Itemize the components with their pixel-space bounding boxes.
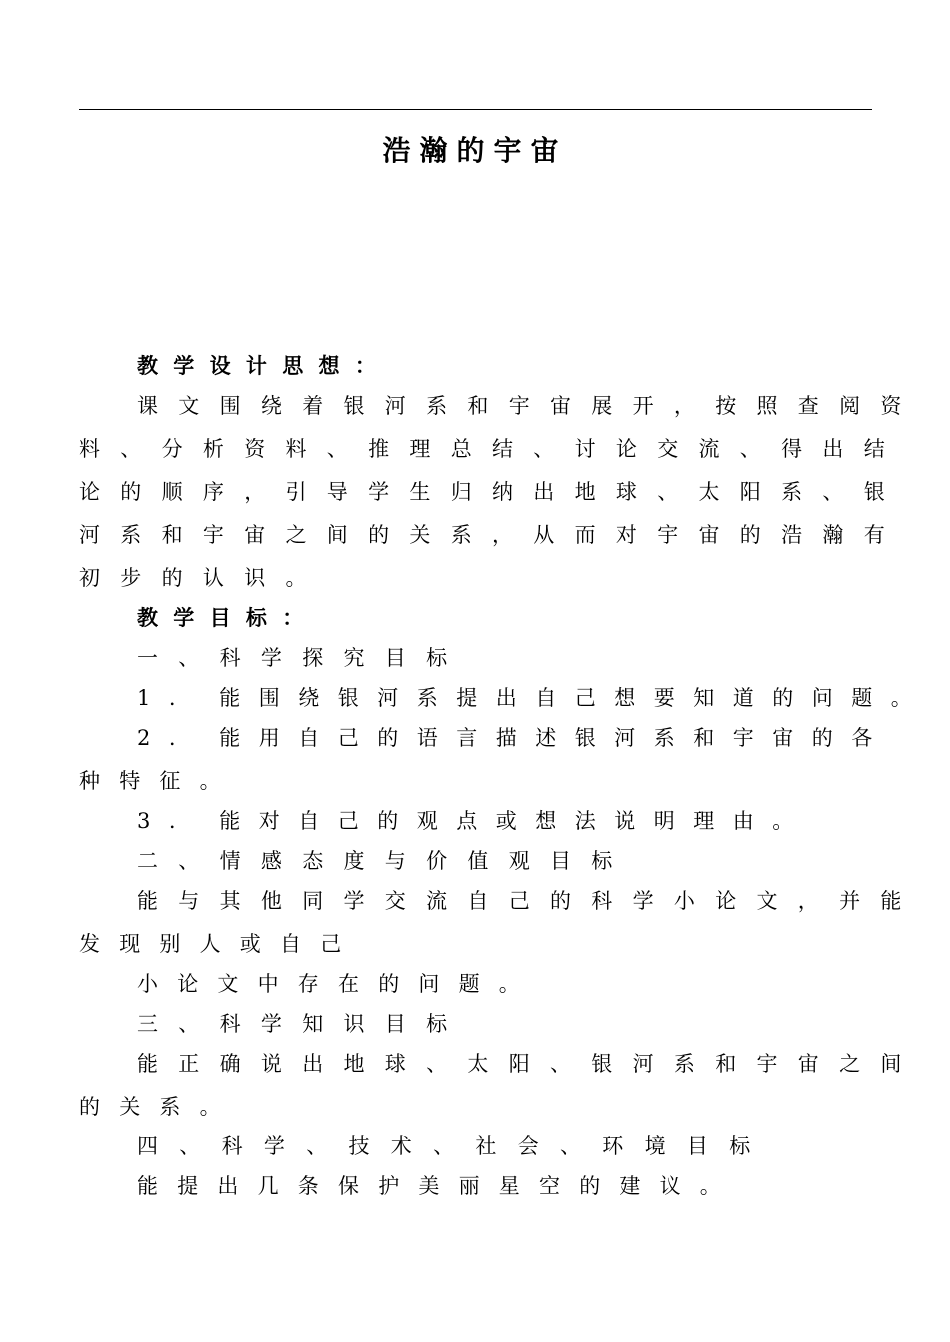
section1-title: 一、科学探究目标: [137, 646, 468, 670]
section2-line1: 能与其他同学交流自己的科学小论文，并能: [137, 889, 922, 913]
section2-line2: 发现别人或自己: [79, 932, 361, 956]
section4-title: 四、科学、技术、社会、环境目标: [137, 1134, 772, 1158]
section2-line3: 小论文中存在的问题。: [137, 972, 539, 996]
design-line-4: 河系和宇宙之间的关系，从而对宇宙的浩瀚有: [79, 523, 905, 547]
design-line-2: 料、分析资料、推理总结、讨论交流、得出结: [79, 437, 905, 461]
design-line-1: 课文围绕着银河系和宇宙展开，按照查阅资: [137, 394, 922, 418]
item2-line2: 种特征。: [79, 769, 240, 793]
section3-line1: 能正确说出地球、太阳、银河系和宇宙之间: [137, 1052, 922, 1076]
section3-line2: 的关系。: [79, 1095, 240, 1119]
design-line-3: 论的顺序，引导学生归纳出地球、太阳系、银: [79, 480, 905, 504]
item3: 3. 能对自己的观点或想法说明理由。: [137, 809, 812, 833]
design-line-5: 初步的认识。: [79, 566, 327, 590]
header-rule: [79, 109, 872, 110]
section4-line1: 能提出几条保护美丽星空的建议。: [137, 1174, 740, 1198]
page-title: 浩瀚的宇宙: [382, 134, 568, 167]
item2-line1: 2. 能用自己的语言描述银河系和宇宙的各: [137, 726, 891, 750]
item1: 1. 能围绕银河系提出自己想要知道的问题。: [137, 686, 931, 710]
goals-heading: 教 学 目 标 ：: [137, 606, 308, 630]
section2-title: 二、情感态度与价值观目标: [137, 849, 633, 873]
design-heading: 教 学 设 计 思 想 ：: [137, 354, 380, 378]
section3-title: 三、科学知识目标: [137, 1012, 468, 1036]
